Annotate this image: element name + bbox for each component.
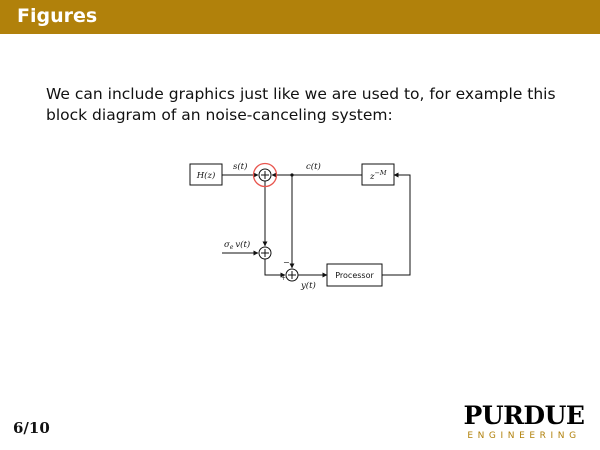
- sum-cross-1: [261, 171, 269, 179]
- s-label: s(t): [233, 162, 248, 172]
- page-number: 6/10: [13, 419, 50, 437]
- edge-processor-feedback: [382, 175, 410, 275]
- logo-wordmark: PURDUE: [463, 401, 585, 430]
- minus-sign: −: [283, 258, 290, 267]
- logo-subtitle: ENGINEERING: [467, 431, 581, 441]
- purdue-logo: [463, 403, 585, 441]
- noise-label: $\sigma_e$ v(t): [224, 240, 251, 251]
- y-label: y(t): [301, 281, 316, 291]
- page-title: Figures: [17, 5, 98, 27]
- sum-cross-3: [288, 271, 296, 279]
- processor-block-label: Processor: [335, 271, 374, 280]
- plus-sign: +: [281, 275, 287, 282]
- h-block-label: H(z): [196, 171, 216, 181]
- sum-cross-2: [261, 249, 269, 257]
- c-label: c(t): [306, 162, 321, 172]
- junction-dot: [290, 173, 293, 176]
- edge-sum2-to-sum3: [265, 259, 285, 275]
- delay-block-label: $z^{-M}$: [370, 169, 387, 182]
- body-text: We can include graphics just like we are used to, for example this block diagram of an noise-canceling system:: [46, 85, 556, 124]
